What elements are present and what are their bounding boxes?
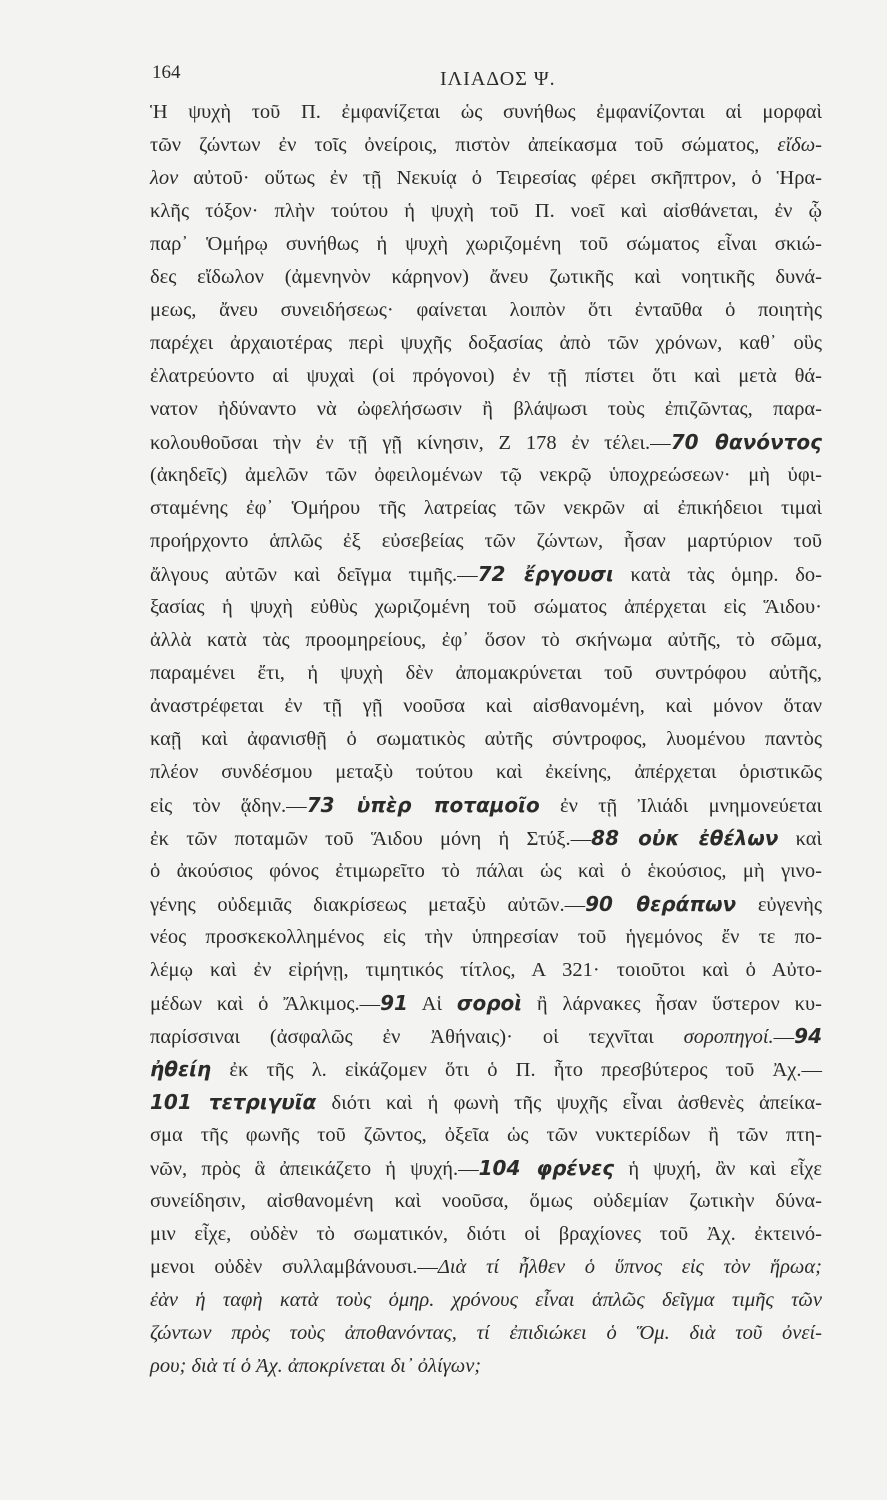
text-segment: συνείδησιν, αἰσθανομένη καὶ νοοῦσα, ὅμως οὐδεμίαν ζωτικὴν δύνα-: [150, 1190, 822, 1212]
text-line: [150, 657, 822, 690]
text-line: [150, 624, 822, 657]
text-segment: εὐγενὴς: [736, 894, 823, 916]
lemma: 73 ὑπὲρ ποταμοῖο: [306, 793, 540, 817]
italic-text: ἐὰν ἡ ταφὴ κατὰ τοὺς ὁμηρ. χρόνους εἶναι ἁπλῶς δεῖγμα τιμῆς τῶν: [150, 1289, 822, 1311]
text-segment: διότι καὶ ἡ φωνὴ τῆς ψυχῆς εἶναι ἀσθενὲς ἀπείκα-: [316, 1092, 822, 1114]
text-line: [150, 261, 822, 294]
lemma: ἠθείη: [150, 1057, 212, 1081]
lemma: 101 τετριγυῖα: [150, 1090, 317, 1114]
text-line: [150, 96, 822, 129]
text-line: [150, 690, 822, 723]
text-line: [150, 756, 822, 789]
text-line: [150, 1350, 822, 1383]
text-segment: κλῆς τόξον· πλὴν τούτου ἡ ψυχὴ τοῦ Π. νοεῖ καὶ αἰσθάνεται, ἐν ᾧ: [150, 200, 822, 222]
lemma: 88 οὐκ ἐθέλων: [591, 826, 779, 850]
text-segment: μιν εἶχε, οὐδὲν τὸ σωματικόν, διότι οἱ βραχίονες τοῦ Ἀχ. ἐκτεινό-: [150, 1223, 822, 1245]
text-line: [150, 1053, 822, 1086]
text-segment: ἀλλὰ κατὰ τὰς προομηρείους, ἐφ᾽ ὅσον τὸ σκήνωμα αὐτῆς, τὸ σῶμα,: [150, 629, 822, 651]
text-segment: λέμῳ καὶ ἐν εἰρήνῃ, τιμητικός τίτλος, Α 321· τοιοῦτοι καὶ ὁ Αὐτο-: [150, 959, 822, 981]
text-segment: νέος προσκεκολλημένος εἰς τὴν ὑπηρεσίαν τοῦ ἡγεμόνος ἔν τε πο-: [150, 926, 822, 948]
text-line: [150, 195, 822, 228]
text-line: [150, 1218, 822, 1251]
text-segment: σταμένης ἐφ᾽ Ὁμήρου τῆς λατρείας τῶν νεκρῶν αἱ ἐπικήδειοι τιμαὶ: [150, 497, 822, 519]
text-line: [150, 822, 822, 855]
text-segment: αὐτοῦ· οὕτως ἐν τῇ Νεκυίᾳ ὁ Τειρεσίας φέρει σκῆπτρον, ὁ Ἡρα-: [178, 167, 822, 189]
text-segment: καὶ: [778, 828, 822, 850]
text-line: [150, 1152, 822, 1185]
text-segment: εἰς τὸν ᾅδην.—: [150, 795, 307, 817]
text-segment: τῶν ζώντων ἐν τοῖς ὀνείροις, πιστὸν ἀπείκασμα τοῦ σώματος,: [150, 134, 778, 156]
lemma: σοροὶ: [456, 991, 523, 1015]
text-segment: κατὰ τὰς ὁμηρ. δο-: [613, 564, 822, 586]
text-segment: ἄλγους αὐτῶν καὶ δεῖγμα τιμῆς.—: [150, 564, 478, 586]
text-line: [150, 558, 822, 591]
text-segment: μενοι οὐδὲν συλλαμβάνουσι.—: [150, 1256, 438, 1278]
text-segment: νατον ἠδύναντο νὰ ὠφελήσωσιν ἢ βλάψωσι τοὺς ἐπιζῶντας, παρα-: [150, 398, 822, 420]
text-segment: νῶν, πρὸς ἃ ἀπεικάζετο ἡ ψυχή.—: [150, 1158, 479, 1180]
page-number: 164: [152, 62, 181, 83]
text-line: [150, 888, 822, 921]
lemma: 91: [380, 991, 408, 1015]
lemma: 90 θεράπων: [585, 892, 737, 916]
text-line: [150, 987, 822, 1020]
text-line: [150, 921, 822, 954]
text-segment: προήρχοντο ἁπλῶς ἐξ εὐσεβείας τῶν ζώντων, ἦσαν μαρτύριον τοῦ: [150, 530, 822, 552]
text-line: [150, 1119, 822, 1152]
text-line: [150, 393, 822, 426]
text-segment: ἐν τῇ Ἰλιάδι μνημονεύεται: [539, 795, 822, 817]
italic-text: Διὰ τί ἦλθεν ὁ ὕπνος εἰς τὸν ἥρωα;: [437, 1256, 822, 1278]
text-segment: παραμένει ἔτι, ἡ ψυχὴ δὲν ἀπομακρύνεται τοῦ συντρόφου αὐτῆς,: [150, 662, 822, 684]
text-line: [150, 954, 822, 987]
text-segment: ἢ λάρνακες ἦσαν ὕστερον κυ-: [522, 993, 822, 1015]
text-line: [150, 723, 822, 756]
running-title: ΙΛΙΑΔΟΣ Ψ.: [440, 68, 556, 90]
commentary-text: [150, 96, 822, 1383]
text-line: [150, 162, 822, 195]
text-line: [150, 228, 822, 261]
text-line: [150, 426, 822, 459]
text-segment: Αἱ: [407, 993, 457, 1015]
text-line: [150, 789, 822, 822]
text-segment: ὁ ἀκούσιος φόνος ἐτιμωρεῖτο τὸ πάλαι ὡς καὶ ὁ ἑκούσιος, μὴ γινο-: [150, 860, 822, 882]
text-segment: μέδων καὶ ὁ Ἄλκιμος.—: [150, 993, 381, 1015]
italic-text: ζώντων πρὸς τοὺς ἀποθανόντας, τί ἐπιδιώκει ὁ Ὅμ. διὰ τοῦ ὀνεί-: [150, 1322, 822, 1344]
text-segment: ξασίας ἡ ψυχὴ εὐθὺς χωριζομένη τοῦ σώματος ἀπέρχεται εἰς Ἅιδου·: [150, 596, 822, 618]
lemma: 94: [794, 1024, 822, 1048]
text-line: [150, 1086, 822, 1119]
text-segment: ἡ ψυχή, ἂν καὶ εἶχε: [614, 1158, 822, 1180]
text-segment: —: [773, 1026, 795, 1048]
text-segment: ἐκ τῶν ποταμῶν τοῦ Ἅιδου μόνη ἡ Στύξ.—: [150, 828, 592, 850]
text-segment: παρ᾽ Ὁμήρῳ συνήθως ἡ ψυχὴ χωριζομένη τοῦ σώματος εἶναι σκιώ-: [150, 233, 822, 255]
text-segment: ἐκ τῆς λ. εἰκάζομεν ὅτι ὁ Π. ἦτο πρεσβύτερος τοῦ Ἀχ.—: [211, 1059, 822, 1081]
text-line: [150, 492, 822, 525]
text-segment: παρίσσιναι (ἀσφαλῶς ἐν Ἀθήναις)· οἱ τεχνῖται: [150, 1026, 684, 1048]
lemma: 70 θανόντος: [670, 430, 823, 454]
text-segment: δες εἴδωλον (ἀμενηνὸν κάρηνον) ἄνευ ζωτικῆς καὶ νοητικῆς δυνά-: [150, 266, 822, 288]
text-line: [150, 855, 822, 888]
text-segment: Ἡ ψυχὴ τοῦ Π. ἐμφανίζεται ὡς συνήθως ἐμφανίζονται αἱ μορφαὶ: [150, 101, 822, 123]
lemma: 72 ἔργουσι: [477, 562, 614, 586]
text-segment: πλέον συνδέσμου μεταξὺ τούτου καὶ ἐκείνης, ἀπέρχεται ὁριστικῶς: [150, 761, 822, 783]
italic-text: ρου; διὰ τί ὁ Ἀχ. ἀποκρίνεται δι᾽ ὀλίγων;: [150, 1355, 482, 1377]
text-line: [150, 327, 822, 360]
text-line: [150, 1185, 822, 1218]
text-line: [150, 1020, 822, 1053]
text-segment: (ἀκηδεῖς) ἀμελῶν τῶν ὀφειλομένων τῷ νεκρῷ ὑποχρεώσεων· μὴ ὑφι-: [150, 464, 822, 486]
text-line: [150, 294, 822, 327]
text-segment: ἐλατρεύοντο αἱ ψυχαὶ (οἱ πρόγονοι) ἐν τῇ πίστει ὅτι καὶ μετὰ θά-: [150, 365, 822, 387]
text-line: [150, 1251, 822, 1284]
text-segment: κολουθοῦσαι τὴν ἐν τῇ γῇ κίνησιν, Ζ 178 ἐν τέλει.—: [150, 432, 671, 454]
text-line: [150, 129, 822, 162]
text-segment: γένης οὐδεμιᾶς διακρίσεως μεταξὺ αὐτῶν.—: [150, 894, 586, 916]
text-segment: παρέχει ἀρχαιοτέρας περὶ ψυχῆς δοξασίας ἀπὸ τῶν χρόνων, καθ᾽ οὓς: [150, 332, 822, 354]
text-segment: ἀναστρέφεται ἐν τῇ γῇ νοοῦσα καὶ αἰσθανομένη, καὶ μόνον ὅταν: [150, 695, 822, 717]
text-segment: σμα τῆς φωνῆς τοῦ ζῶντος, ὀξεῖα ὡς τῶν νυκτερίδων ἢ τῶν πτη-: [150, 1124, 822, 1146]
text-line: [150, 525, 822, 558]
text-line: [150, 591, 822, 624]
text-segment: μεως, ἄνευ συνειδήσεως· φαίνεται λοιπὸν ὅτι ἐνταῦθα ὁ ποιητὴς: [150, 299, 822, 321]
italic-text: σοροπηγοί.: [683, 1026, 774, 1048]
text-line: [150, 1317, 822, 1350]
text-segment: καῇ καὶ ἀφανισθῇ ὁ σωματικὸς αὐτῆς σύντροφος, λυομένου παντὸς: [150, 728, 822, 750]
italic-text: εἴδω-: [777, 134, 822, 156]
text-line: [150, 360, 822, 393]
lemma: 104 φρένες: [478, 1156, 615, 1180]
text-line: [150, 459, 822, 492]
text-line: [150, 1284, 822, 1317]
italic-text: λον: [150, 167, 179, 189]
